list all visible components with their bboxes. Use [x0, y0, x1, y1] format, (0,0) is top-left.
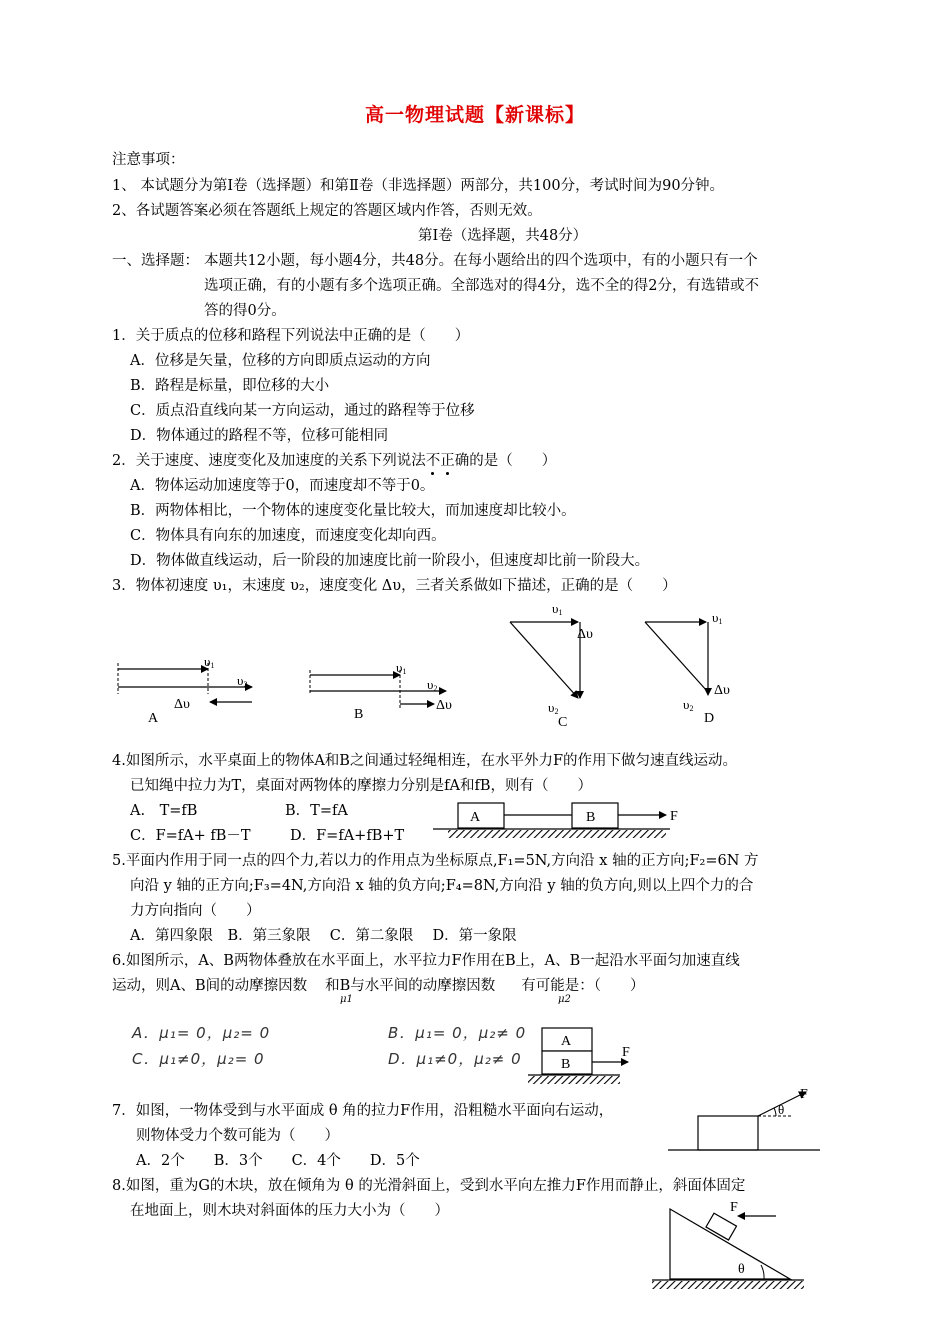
q6-option-a: A．μ₁= 0，μ₂= 0 — [132, 1024, 271, 1042]
svg-text:F: F — [800, 1087, 808, 1102]
q3-label-b: B — [354, 707, 364, 722]
q6-stacked-blocks-figure — [520, 1026, 640, 1088]
q7-options: A．2个 B．3个 C．4个 D．5个 — [136, 1153, 420, 1169]
q4-option-d: D．F=fA+fB+T — [290, 828, 405, 844]
q4-blocks-figure — [430, 800, 690, 844]
svg-text:υ1: υ1 — [712, 610, 723, 626]
page-title: 高一物理试题【新课标】 — [364, 104, 585, 126]
q5-line-3: 力方向指向（ ） — [130, 903, 261, 919]
q4-option-b: B．T=fA — [285, 803, 348, 819]
svg-text:υ2: υ2 — [237, 673, 248, 689]
svg-text:υ2: υ2 — [427, 677, 438, 693]
svg-text:F: F — [730, 1200, 738, 1215]
q5-line-2: 向沿 y 轴的正方向;F₃=4N,方向沿 x 轴的负方向;F₄=8N,方向沿 y 轴的负方向,则以上四个力的合 — [130, 878, 754, 894]
q1-option-d: D．物体通过的路程不等，位移可能相同 — [130, 428, 389, 444]
q1-stem: 1．关于质点的位移和路程下列说法中正确的是（ ） — [112, 328, 470, 344]
q3-figure-b — [310, 660, 452, 722]
q2-emphasis-zheng: 正 — [440, 453, 455, 469]
svg-text:B: B — [586, 810, 596, 825]
svg-text:B: B — [561, 1057, 571, 1072]
part1-heading: 第Ⅰ卷（选择题，共48分） — [418, 228, 588, 244]
q2-option-b: B．两物体相比，一个物体的速度变化量比较大，而加速度却比较小。 — [130, 503, 576, 519]
q2-stem — [112, 451, 556, 471]
section1-text-2: 选项正确，有的小题有多个选项正确。全部选对的得4分，选不全的得2分，有选错或不 — [204, 278, 759, 294]
q6-line-1: 6.如图所示，A、B两物体叠放在水平面上，水平拉力F作用在B上，A、B一起沿水平面匀加速直线 — [112, 953, 740, 969]
q6-mu2-symbol: μ2 — [558, 994, 571, 1005]
svg-text:Δυ: Δυ — [577, 627, 593, 642]
section1-lead: 一、选择题： — [112, 253, 199, 269]
svg-text:υ1: υ1 — [396, 660, 407, 676]
q8-line-1: 8.如图，重为G的木块，放在倾角为 θ 的光滑斜面上，受到水平向左推力F作用而静止，斜面体固定 — [112, 1178, 746, 1194]
q3-figure-a — [118, 654, 252, 726]
section1-text-1: 本题共12小题，每小题4分，共48分。在每小题给出的四个选项中，有的小题只有一个 — [204, 253, 758, 269]
svg-text:υ2: υ2 — [683, 697, 694, 713]
svg-text:υ1: υ1 — [552, 601, 563, 617]
q4-option-a: A. T=fB — [130, 803, 198, 819]
q3-vector-figures — [100, 598, 800, 738]
svg-text:Δυ: Δυ — [714, 683, 730, 698]
q1-option-c: C．质点沿直线向某一方向运动，通过的路程等于位移 — [130, 403, 475, 419]
q4-option-c: C．F=fA+ fB－T — [130, 828, 251, 844]
q2-stem-part1: 2．关于速度、速度变化及加速度的关系下列说法 — [112, 453, 426, 469]
q6-option-b: B．μ₁= 0，μ₂≠ 0 — [388, 1024, 527, 1042]
q2-emphasis-bu: 不 — [426, 453, 441, 469]
q6-mu1-symbol: μ1 — [340, 994, 353, 1005]
q3-stem: 3．物体初速度 υ₁，末速度 υ₂，速度变化 Δυ，三者关系做如下描述，正确的是（ ） — [112, 578, 677, 594]
q4-line-1: 4.如图所示，水平桌面上的物体A和B之间通过轻绳相连，在水平外力F的作用下做匀速直线运动。 — [112, 753, 738, 769]
q7-line-1: 7．如图，一物体受到与水平面成 θ 角的拉力F作用，沿粗糙水平面向右运动， — [112, 1103, 614, 1119]
q6-option-c: C．μ₁≠0，μ₂= 0 — [132, 1050, 265, 1068]
notes-item-1: 1、 本试题分为第Ⅰ卷（选择题）和第Ⅱ卷（非选择题）两部分，共100分，考试时间为90分钟。 — [112, 178, 725, 194]
q5-line-1: 5.平面内作用于同一点的四个力,若以力的作用点为坐标原点,F₁=5N,方向沿 x 轴的正方向;F₂=6N 方 — [112, 853, 759, 869]
svg-text:Δυ: Δυ — [436, 698, 452, 713]
svg-text:A: A — [470, 810, 481, 825]
q6-line-2: 运动，则A、B间的动摩擦因数 和B与水平间的动摩擦因数 有可能是：（ ） — [112, 978, 645, 994]
q8-incline-figure — [640, 1195, 820, 1295]
svg-text:F: F — [670, 809, 678, 824]
q8-line-2: 在地面上，则木块对斜面体的压力大小为（ ） — [130, 1203, 449, 1219]
q1-option-a: A．位移是矢量，位移的方向即质点运动的方向 — [130, 353, 431, 369]
q6-option-d: D．μ₁≠0，μ₂≠ 0 — [388, 1050, 522, 1068]
notes-item-2: 2、各试题答案必须在答题纸上规定的答题区域内作答，否则无效。 — [112, 203, 542, 219]
q3-label-c: C — [558, 715, 568, 730]
q5-options: A．第四象限 B．第三象限 C．第二象限 D．第一象限 — [130, 928, 517, 944]
q2-option-a: A．物体运动加速度等于0，而速度却不等于0。 — [130, 478, 435, 494]
q2-option-c: C．物体具有向东的加速度，而速度变化却向西。 — [130, 528, 446, 544]
q3-label-d: D — [704, 711, 715, 726]
svg-text:A: A — [561, 1034, 572, 1049]
svg-text:θ: θ — [738, 1262, 745, 1277]
svg-text:υ2: υ2 — [548, 700, 559, 716]
svg-text:F: F — [622, 1045, 630, 1060]
q4-line-2: 已知绳中拉力为T，桌面对两物体的摩擦力分别是fA和fB，则有（ ） — [130, 778, 593, 794]
q3-label-a: A — [148, 711, 159, 726]
svg-text:Δυ: Δυ — [174, 697, 190, 712]
q3-figure-d — [645, 610, 730, 726]
q2-stem-part2: 确的是（ ） — [454, 453, 557, 469]
notes-heading: 注意事项： — [112, 152, 185, 168]
q7-line-2: 则物体受力个数可能为（ ） — [136, 1128, 339, 1144]
q1-option-b: B．路程是标量，即位移的大小 — [130, 378, 330, 394]
q3-figure-c — [510, 601, 593, 730]
svg-text:υ1: υ1 — [204, 654, 215, 670]
q2-option-d: D．物体做直线运动，后一阶段的加速度比前一阶段小，但速度却比前一阶段大。 — [130, 553, 650, 569]
section1-text-3: 答的得0分。 — [204, 303, 286, 319]
q7-inclined-pull-figure — [660, 1080, 830, 1160]
svg-text:θ: θ — [778, 1102, 785, 1117]
